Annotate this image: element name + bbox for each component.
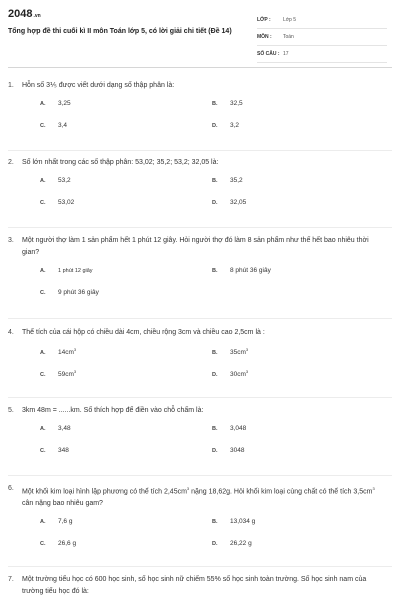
meta-label: MÔN : [257,34,272,40]
options [8,267,392,317]
unit-exponent: 3 [372,486,375,491]
question-separator [8,397,392,398]
option-letter: B. [212,178,218,184]
option-letter: A. [40,268,46,274]
option-value: 26,22 g [230,540,252,548]
page-header [0,0,400,64]
question-number: 4. [8,329,14,336]
option-d[interactable] [212,369,248,378]
question-7 [8,574,392,598]
option-value: 9 phút 36 giây [58,289,99,296]
option-value: 32,05 [230,199,247,206]
meta-row-count [257,46,387,63]
option-d[interactable] [212,540,252,547]
option-value: 26,6 g [58,540,77,548]
option-letter: C. [40,448,46,454]
meta-label: LỚP : [257,17,271,23]
option-b[interactable] [212,518,255,525]
option-d[interactable] [212,447,244,454]
options [8,347,392,397]
option-b[interactable] [212,100,243,107]
question-stem [8,157,392,169]
question-5 [8,405,392,475]
question-separator [8,566,392,567]
question-text: Thể tích của cái hộp có chiều dài 4cm, chiều rộng 3cm và chiều cao 2,5cm là : [22,329,265,336]
option-a[interactable] [40,100,71,107]
question-number: 2. [8,159,14,166]
option-value: 3,2 [230,122,240,129]
option-letter: B. [212,426,218,432]
option-value: 32,5 [230,100,243,107]
question-number: 3. [8,237,14,244]
option-letter: A. [40,350,46,357]
option-value: 53,2 [58,177,71,184]
option-c[interactable] [40,540,76,547]
unit-exponent: 3 [245,369,249,374]
question-number: 5. [8,407,14,414]
option-c[interactable] [40,369,76,378]
option-letter: D. [212,448,218,454]
question-number: 1. [8,82,14,89]
option-letter: A. [40,178,46,184]
option-value: 348 [58,447,69,454]
option-b[interactable] [212,347,248,356]
question-separator [8,227,392,228]
question-1 [8,80,392,150]
option-d[interactable] [212,122,239,129]
option-value: 35cm [230,349,246,357]
options [8,100,392,150]
question-text: Hỗn số 3⅕ được viết dưới dạng số thập phân là: [22,82,175,89]
meta-value: Lớp 5 [283,17,297,23]
option-letter: B. [212,350,218,357]
option-letter: C. [40,372,46,379]
site-logo[interactable] [8,8,41,20]
page-title: Tổng hợp đề thi cuối kì II môn Toán lớp 5, có lời giải chi tiết (Đề 14) [8,28,232,35]
meta-value: 17 [283,51,289,57]
options [8,425,392,475]
option-value: 35,2 [230,177,243,184]
question-text-part: Một khối kim loại hình lập phương có thể tích 2,45cm [22,488,187,496]
logo-suffix: .vn [33,13,41,19]
question-text-part: cân nặng bao nhiêu gam? [22,500,103,508]
option-b[interactable] [212,177,243,184]
question-separator [8,150,392,151]
option-a[interactable] [40,267,93,274]
question-stem [8,327,392,339]
meta-label: SỐ CÂU : [257,51,280,57]
question-stem [8,405,392,417]
question-text-part: nặng 18,62g. Hỏi khối kim loại cùng chất có thể tích 3,5cm [189,488,373,496]
question-stem [8,483,392,510]
option-b[interactable] [212,267,271,274]
option-b[interactable] [212,425,246,432]
options [8,518,392,568]
option-value: 3,048 [230,425,247,432]
option-value: 1 phút 12 giây [58,268,93,274]
option-value: 3,48 [58,425,71,432]
option-a[interactable] [40,425,71,432]
option-value: 7,6 g [58,518,73,526]
question-stem [8,235,392,259]
unit-exponent: 3 [186,486,190,491]
option-letter: A. [40,519,46,526]
unit-exponent: 3 [73,369,77,374]
question-4 [8,327,392,397]
option-letter: A. [40,426,46,432]
meta-value: Toán [283,34,294,40]
option-letter: D. [212,541,218,548]
question-text: 3km 48m = ......km. Số thích hợp để điền vào chỗ chấm là: [22,407,204,414]
option-value: 13,034 g [230,518,256,526]
meta-row-subject [257,29,387,46]
option-letter: B. [212,268,218,274]
question-separator [8,318,392,319]
option-c[interactable] [40,122,67,129]
meta-row-class [257,12,387,29]
option-d[interactable] [212,199,246,206]
unit-exponent: 3 [245,347,249,352]
option-letter: C. [40,541,46,548]
option-value: 3,4 [58,122,68,129]
question-2 [8,157,392,227]
unit-exponent: 3 [73,347,77,352]
question-stem [8,574,392,598]
option-letter: C. [40,123,46,129]
option-value: 53,02 [58,199,75,206]
option-c[interactable] [40,447,69,454]
quiz-meta [257,12,387,63]
option-letter: B. [212,519,218,526]
option-a[interactable] [40,177,71,184]
options [8,177,392,227]
option-letter: D. [212,372,218,379]
option-value: 8 phút 36 giây [230,267,271,274]
option-a[interactable] [40,518,72,525]
option-letter: D. [212,200,218,206]
option-a[interactable] [40,347,76,356]
header-divider [8,67,392,68]
option-value: 14cm [58,349,74,357]
question-text: Số lớn nhất trong các số thập phân: 53,02; 35,2; 53,2; 32,05 là: [22,159,219,166]
question-number: 7. [8,576,14,583]
option-value: 59cm [58,371,74,379]
question-stem [8,80,392,92]
question-text: Một trường tiểu học có 600 học sinh, số học sinh nữ chiếm 55% số học sinh toàn trường. Số học sinh nam của trường tiểu học đó là: [22,576,367,595]
option-letter: C. [40,290,46,296]
logo-text: 2048 [8,8,33,20]
option-letter: C. [40,200,46,206]
option-value: 3,25 [58,100,71,107]
option-c[interactable] [40,289,99,296]
option-letter: A. [40,101,46,107]
question-text: Một người thợ làm 1 sản phẩm hết 1 phút 12 giây. Hỏi người thợ đó làm 8 sản phẩm như thế hết bao nhiêu thời gian? [22,237,369,256]
option-letter: B. [212,101,218,107]
question-6 [8,483,392,568]
option-value: 30cm [230,371,246,379]
question-separator [8,475,392,476]
option-c[interactable] [40,199,74,206]
option-value: 3048 [230,447,245,454]
option-letter: D. [212,123,218,129]
question-number: 6. [8,485,14,492]
question-3 [8,235,392,317]
